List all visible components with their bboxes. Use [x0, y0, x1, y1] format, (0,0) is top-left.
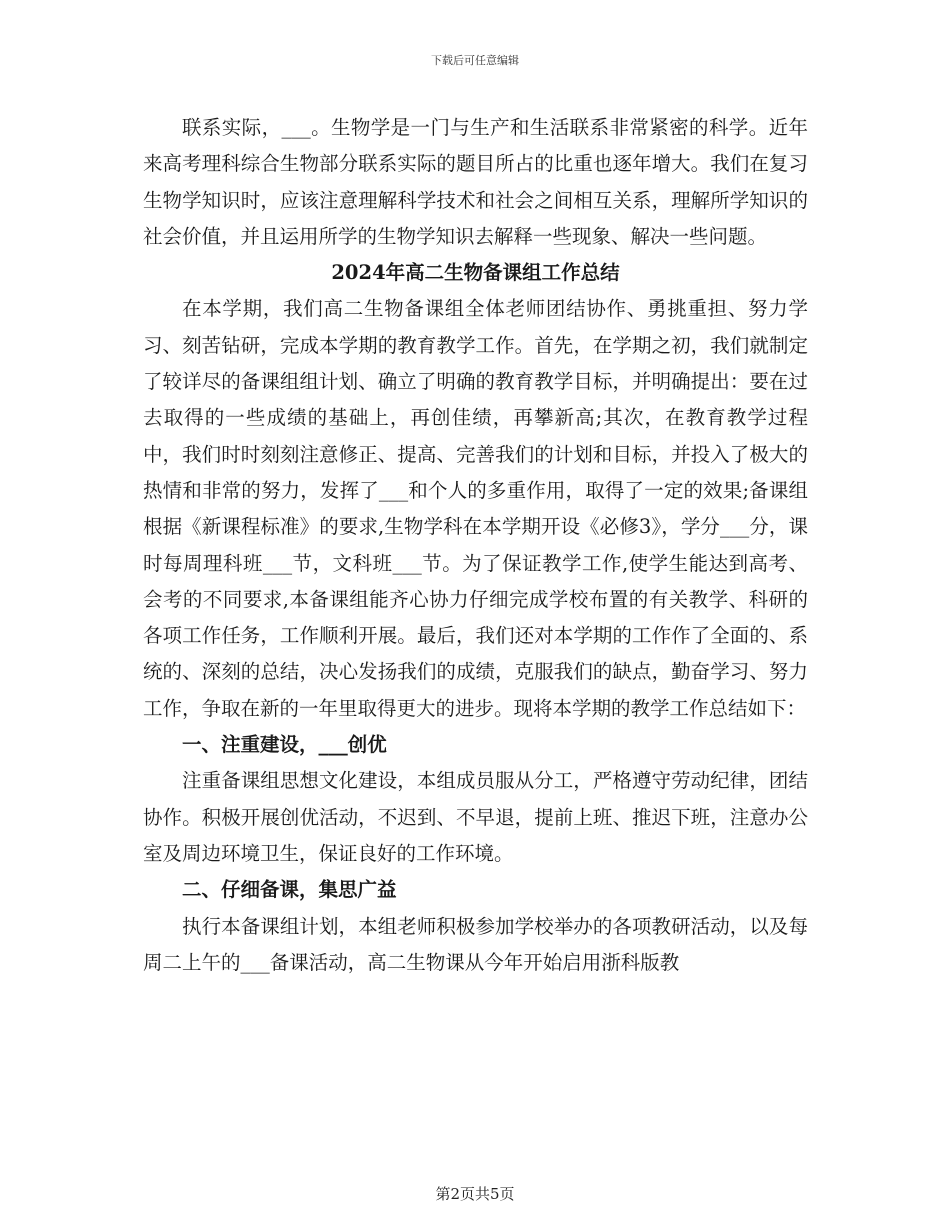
section-heading-1: 一、注重建设，___创优: [182, 733, 387, 757]
paragraph-section-1: 注重备课组思想文化建设，本组成员服从分工，严格遵守劳动纪律，团结协作。积极开展创优活动，不迟到、不早退，提前上班、推迟下班，注意办公室及周边环境卫生，保证良好的工作环境。: [143, 769, 808, 865]
paragraph-section-2: 执行本备课组计划，本组老师积极参加学校举办的各项教研活动，以及每周二上午的___备课活动，高二生物课从今年开始启用浙科版教: [143, 914, 808, 974]
document-title: 2024年高二生物备课组工作总结: [331, 261, 620, 285]
section-heading-2: 二、仔细备课，集思广益: [182, 878, 397, 902]
document-body: [143, 110, 808, 981]
page-header: 下载后可任意编辑: [431, 54, 519, 67]
page-footer: 第2页共5页: [435, 1185, 515, 1203]
paragraph-summary: 在本学期，我们高二生物备课组全体老师团结协作、勇挑重担、努力学习、刻苦钻研，完成本学期的教育教学工作。首先，在学期之初，我们就制定了较详尽的备课组组计划、确立了明确的教育教学目标，并明确提出：要在过去取得的一些成绩的基础上，再创佳绩，再攀新高;其次，在教育教学过程中，我们时时刻刻注意修正、提高、完善我们的计划和目标，并投入了极大的热情和非常的努力，发挥了___和个人的多重作用，取得了一定的效果;备课组根据《新课程标准》的要求,生物学科在本学期开设《必修3》，学分___分，课时每周理科班___节，文科班___节。为了保证教学工作,使学生能达到高考、会考的不同要求,本备课组能齐心协力仔细完成学校布置的有关教学、科研的各项工作任务，工作顺利开展。最后，我们还对本学期的工作作了全面的、系统的、深刻的总结，决心发扬我们的成绩，克服我们的缺点，勤奋学习、努力工作，争取在新的一年里取得更大的进步。现将本学期的教学工作总结如下：: [143, 297, 808, 720]
paragraph-intro: 联系实际，___。生物学是一门与生产和生活联系非常紧密的科学。近年来高考理科综合生物部分联系实际的题目所占的比重也逐年增大。我们在复习生物学知识时，应该注意理解科学技术和社会之间相互关系，理解所学知识的社会价值，并且运用所学的生物学知识去解释一些现象、解决一些问题。: [143, 116, 808, 248]
